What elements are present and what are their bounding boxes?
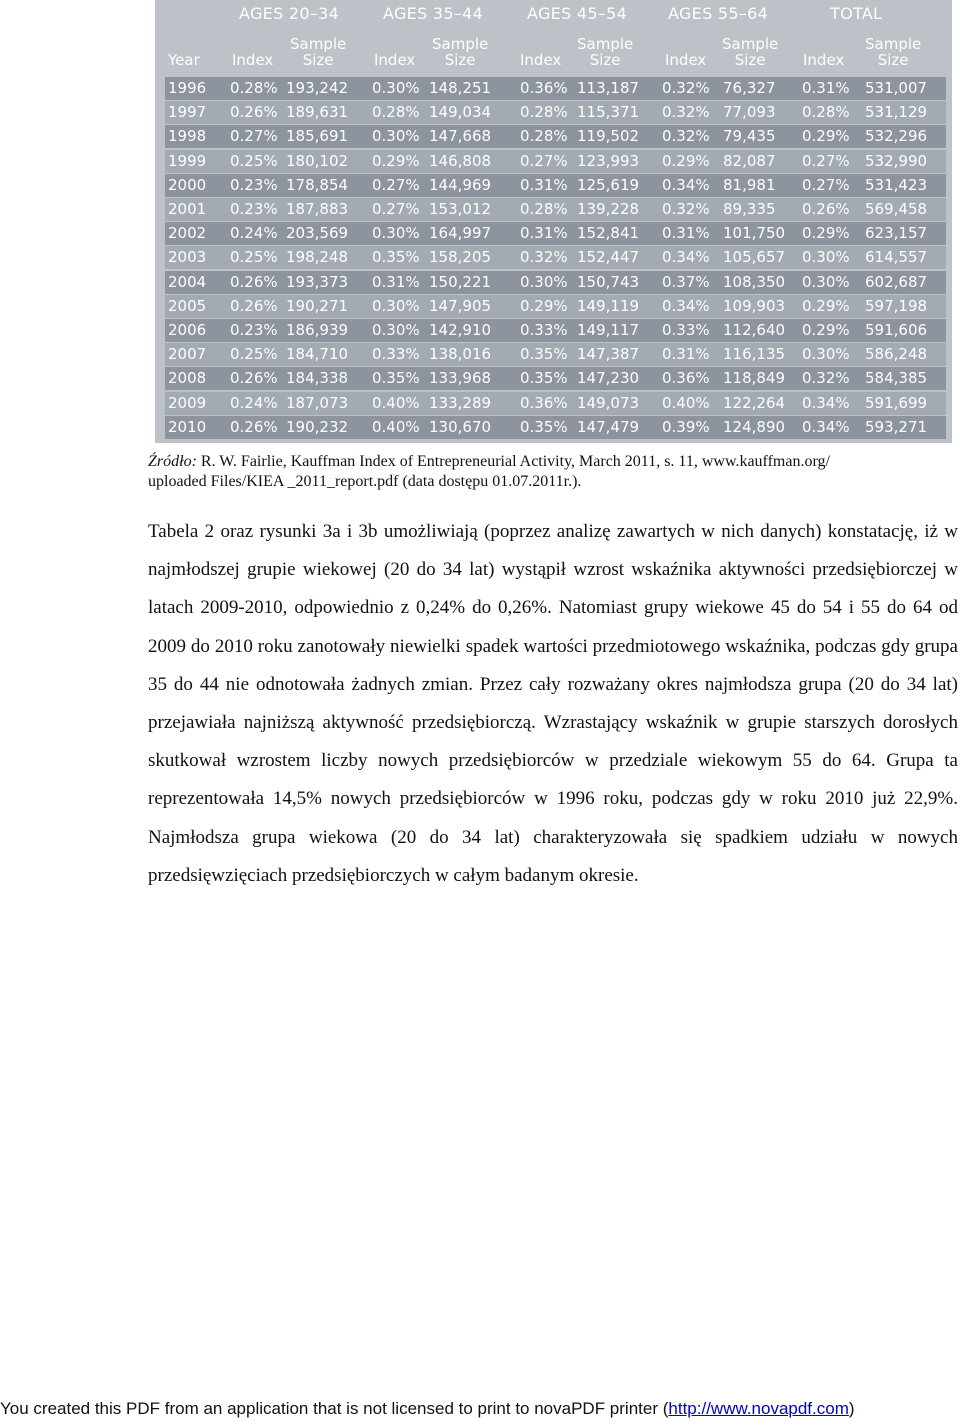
sample-size-cell: 147,230 <box>577 369 640 388</box>
sample-size-cell: 76,327 <box>723 79 776 97</box>
sample-size-cell: 149,034 <box>429 103 492 122</box>
year-cell: 2010 <box>168 417 207 436</box>
index-cell: 0.23% <box>230 321 278 339</box>
sample-size-cell: 147,905 <box>429 296 492 315</box>
index-cell: 0.29% <box>520 296 568 315</box>
sample-size-cell: 149,073 <box>577 393 640 412</box>
index-cell: 0.26% <box>230 296 278 315</box>
table-row <box>165 367 946 390</box>
table-row <box>165 198 946 221</box>
sample-size-cell: 123,993 <box>577 151 640 170</box>
index-cell: 0.25% <box>230 345 278 364</box>
sample-size-cell: 77,093 <box>723 103 776 122</box>
sample-size-cell: 144,969 <box>429 175 492 194</box>
footer-notice <box>0 1399 960 1419</box>
index-cell: 0.32% <box>802 369 850 388</box>
group-header: AGES 35–44 <box>383 4 484 23</box>
index-cell: 0.28% <box>520 200 568 218</box>
table-row <box>165 416 946 439</box>
index-cell: 0.32% <box>662 127 710 146</box>
index-cell: 0.25% <box>230 248 278 267</box>
index-cell: 0.28% <box>520 127 568 146</box>
sample-size-cell: 152,841 <box>577 224 640 243</box>
table-row <box>165 343 946 366</box>
index-cell: 0.30% <box>372 296 420 315</box>
index-cell: 0.29% <box>662 151 710 170</box>
sample-size-cell: 150,221 <box>429 272 492 291</box>
sample-size-cell: 178,854 <box>286 175 349 194</box>
sample-size-cell: 193,242 <box>286 79 349 97</box>
sample-size-cell: 89,335 <box>723 200 776 218</box>
sample-size-cell: 158,205 <box>429 248 492 267</box>
index-cell: 0.27% <box>230 127 278 146</box>
sample-size-cell: 105,657 <box>723 248 786 267</box>
year-cell: 1998 <box>168 127 207 146</box>
sample-size-cell: 150,743 <box>577 272 640 291</box>
year-cell: 2008 <box>168 369 207 388</box>
year-header: Year <box>168 51 200 69</box>
group-header: AGES 55–64 <box>668 4 769 23</box>
year-cell: 2005 <box>168 296 207 315</box>
sample-size-cell: 148,251 <box>429 79 492 97</box>
index-cell: 0.40% <box>372 393 420 412</box>
sample-size-cell: 142,910 <box>429 321 492 339</box>
year-cell: 2004 <box>168 272 207 291</box>
sample-size-cell: 112,640 <box>723 321 786 339</box>
footer-text: You created this PDF from an application that is not licensed to print to novaPDF printer ( <box>0 1399 669 1418</box>
sample-size-cell: 139,228 <box>577 200 640 218</box>
index-cell: 0.30% <box>372 321 420 339</box>
sample-size-cell: 189,631 <box>286 103 349 122</box>
sample-size-cell: 79,435 <box>723 127 776 146</box>
year-cell: 2003 <box>168 248 207 267</box>
sample-size-cell: 149,117 <box>577 321 640 339</box>
year-cell: 1997 <box>168 103 207 122</box>
sample-size-cell: 584,385 <box>865 369 928 388</box>
sample-size-cell: 591,606 <box>865 321 928 339</box>
sample-size-cell: 149,119 <box>577 296 640 315</box>
index-cell: 0.32% <box>520 248 568 267</box>
sample-size-cell: 203,569 <box>286 224 349 243</box>
index-cell: 0.25% <box>230 151 278 170</box>
sample-size-cell: 147,668 <box>429 127 492 146</box>
group-header: AGES 20–34 <box>239 4 340 23</box>
index-cell: 0.26% <box>230 103 278 122</box>
sample-size-cell: 531,423 <box>865 175 928 194</box>
index-cell: 0.29% <box>802 224 850 243</box>
index-cell: 0.35% <box>372 248 420 267</box>
year-cell: 2006 <box>168 321 207 339</box>
year-cell: 1999 <box>168 151 207 170</box>
sample-size-cell: 532,296 <box>865 127 928 146</box>
index-cell: 0.27% <box>802 151 850 170</box>
index-cell: 0.32% <box>662 200 710 218</box>
sample-size-cell: 187,073 <box>286 393 349 412</box>
index-cell: 0.34% <box>662 248 710 267</box>
table-row <box>165 101 946 124</box>
source-citation <box>148 452 960 492</box>
index-cell: 0.29% <box>802 321 850 339</box>
year-cell: 2002 <box>168 224 207 243</box>
index-cell: 0.28% <box>372 103 420 122</box>
index-cell: 0.29% <box>802 296 850 315</box>
sample-size-cell: 147,387 <box>577 345 640 364</box>
index-header: Index <box>520 51 562 69</box>
index-cell: 0.28% <box>520 103 568 122</box>
index-cell: 0.34% <box>802 393 850 412</box>
index-cell: 0.40% <box>662 393 710 412</box>
index-header: Index <box>374 51 416 69</box>
sample-size-cell: 152,447 <box>577 248 640 267</box>
index-header: Index <box>665 51 707 69</box>
year-cell: 1996 <box>168 79 207 97</box>
sample-size-cell: 138,016 <box>429 345 492 364</box>
index-cell: 0.34% <box>662 175 710 194</box>
index-cell: 0.32% <box>662 79 710 97</box>
footer-link[interactable]: http://www.novapdf.com <box>668 1399 849 1418</box>
group-header: AGES 45–54 <box>527 4 628 23</box>
sample-size-cell: 591,699 <box>865 393 928 412</box>
index-cell: 0.40% <box>372 417 420 436</box>
sample-size-cell: 101,750 <box>723 224 786 243</box>
data-table <box>155 0 952 443</box>
table-row <box>165 319 946 342</box>
table-row <box>165 295 946 318</box>
table-row <box>165 271 946 294</box>
index-cell: 0.36% <box>520 393 568 412</box>
sample-size-header: Sample Size <box>577 35 634 69</box>
sample-size-cell: 531,129 <box>865 103 928 122</box>
sample-size-cell: 115,371 <box>577 103 640 122</box>
sample-size-header: Sample Size <box>432 35 489 69</box>
sample-size-cell: 614,557 <box>865 248 928 267</box>
index-cell: 0.33% <box>662 321 710 339</box>
sample-size-cell: 532,990 <box>865 151 928 170</box>
sample-size-cell: 116,135 <box>723 345 786 364</box>
sample-size-cell: 185,691 <box>286 127 349 146</box>
index-cell: 0.26% <box>230 417 278 436</box>
sample-size-cell: 193,373 <box>286 272 349 291</box>
sample-size-cell: 125,619 <box>577 175 640 194</box>
sample-size-cell: 187,883 <box>286 200 349 218</box>
table-row <box>165 222 946 245</box>
index-cell: 0.30% <box>802 248 850 267</box>
index-cell: 0.30% <box>802 345 850 364</box>
index-cell: 0.28% <box>802 103 850 122</box>
source-label: Źródło: <box>148 453 197 470</box>
sample-size-cell: 82,087 <box>723 151 776 170</box>
index-cell: 0.30% <box>372 224 420 243</box>
index-cell: 0.27% <box>520 151 568 170</box>
sample-size-cell: 130,670 <box>429 417 492 436</box>
sample-size-cell: 133,968 <box>429 369 492 388</box>
sample-size-cell: 623,157 <box>865 224 928 243</box>
index-cell: 0.31% <box>662 224 710 243</box>
index-cell: 0.31% <box>520 175 568 194</box>
sample-size-cell: 597,198 <box>865 296 928 315</box>
index-cell: 0.35% <box>372 369 420 388</box>
index-cell: 0.27% <box>372 175 420 194</box>
sample-size-header: Sample Size <box>722 35 779 69</box>
index-cell: 0.23% <box>230 175 278 194</box>
year-cell: 2000 <box>168 175 207 194</box>
body-paragraph: Tabela 2 oraz rysunki 3a i 3b umożliwiają (poprzez analizę zawartych w nich danych) konstatację, iż w najmłodszej grupie wiekowej (20 do 34 lat) wystąpił wzrost wskaźnika aktywności przedsiębiorczej w latach 2009-2010, odpowiednio z 0,24% do 0,26%. Natomiast grupy wiekowe 45 do 54 i 55 do 64 od 2009 do 2010 roku zanotowały niewielki spadek wartości przedmiotowego wskaźnika, podczas gdy grupa 35 do 44 nie odnotowała żadnych zmian. Przez cały rozważany okres najmłodsza grupa (20 do 34 lat) przejawiała najniższą aktywność przedsiębiorczą. Wzrastający wskaźnik w grupie starszych dorosłych skutkował wzrostem liczby nowych przedsiębiorców w przedziale wiekowym 55 do 64. Grupa ta reprezentowała 14,5% nowych przedsiębiorców w 1996 roku, podczas gdy w roku 2010 już 22,9%. Najmłodsza grupa wiekowa (20 do 34 lat) charakteryzowała się spadkiem udziału w nowych przedsięwzięciach przedsiębiorczych w całym badanym okresie. <box>148 521 958 886</box>
index-cell: 0.29% <box>372 151 420 170</box>
sample-size-cell: 153,012 <box>429 200 492 218</box>
index-cell: 0.33% <box>520 321 568 339</box>
sample-size-cell: 119,502 <box>577 127 640 146</box>
index-cell: 0.36% <box>662 369 710 388</box>
index-cell: 0.34% <box>802 417 850 436</box>
index-header: Index <box>232 51 274 69</box>
sample-size-header: Sample Size <box>290 35 347 69</box>
table-row <box>165 174 946 197</box>
sample-size-cell: 186,939 <box>286 321 349 339</box>
index-cell: 0.24% <box>230 393 278 412</box>
index-cell: 0.28% <box>230 79 278 97</box>
index-cell: 0.23% <box>230 200 278 218</box>
index-header: Index <box>803 51 845 69</box>
sample-size-cell: 164,997 <box>429 224 492 243</box>
index-cell: 0.34% <box>662 296 710 315</box>
sample-size-cell: 198,248 <box>286 248 349 267</box>
table-row <box>165 77 946 100</box>
index-cell: 0.27% <box>372 200 420 218</box>
sample-size-cell: 146,808 <box>429 151 492 170</box>
index-cell: 0.36% <box>520 79 568 97</box>
sample-size-cell: 122,264 <box>723 393 786 412</box>
sample-size-cell: 147,479 <box>577 417 640 436</box>
index-cell: 0.31% <box>372 272 420 291</box>
index-cell: 0.26% <box>802 200 850 218</box>
index-cell: 0.26% <box>230 369 278 388</box>
index-cell: 0.35% <box>520 369 568 388</box>
sample-size-cell: 602,687 <box>865 272 928 291</box>
index-cell: 0.29% <box>802 127 850 146</box>
index-cell: 0.33% <box>372 345 420 364</box>
table-row <box>165 246 946 269</box>
sample-size-cell: 133,289 <box>429 393 492 412</box>
sample-size-cell: 531,007 <box>865 79 928 97</box>
sample-size-cell: 81,981 <box>723 175 776 194</box>
index-cell: 0.27% <box>802 175 850 194</box>
sample-size-header: Sample Size <box>865 35 922 69</box>
index-cell: 0.30% <box>802 272 850 291</box>
year-cell: 2001 <box>168 200 207 218</box>
group-header: TOTAL <box>830 4 883 23</box>
index-cell: 0.35% <box>520 417 568 436</box>
index-cell: 0.30% <box>372 127 420 146</box>
index-cell: 0.30% <box>520 272 568 291</box>
index-cell: 0.39% <box>662 417 710 436</box>
index-cell: 0.31% <box>662 345 710 364</box>
index-cell: 0.31% <box>802 79 850 97</box>
sample-size-cell: 124,890 <box>723 417 786 436</box>
index-cell: 0.30% <box>372 79 420 97</box>
sample-size-cell: 108,350 <box>723 272 786 291</box>
table-row <box>165 392 946 415</box>
index-cell: 0.26% <box>230 272 278 291</box>
sample-size-cell: 569,458 <box>865 200 928 218</box>
source-line-2: uploaded Files/KIEA _2011_report.pdf (data dostępu 01.07.2011r.). <box>148 473 582 490</box>
source-line-1: R. W. Fairlie, Kauffman Index of Entrepreneurial Activity, March 2011, s. 11, www.kauffman.org/ <box>196 453 830 470</box>
sample-size-cell: 184,710 <box>286 345 349 364</box>
index-cell: 0.37% <box>662 272 710 291</box>
table-row <box>165 125 946 148</box>
sample-size-cell: 190,271 <box>286 296 349 315</box>
year-cell: 2009 <box>168 393 207 412</box>
sample-size-cell: 190,232 <box>286 417 349 436</box>
index-cell: 0.24% <box>230 224 278 243</box>
footer-close: ) <box>848 1399 855 1418</box>
sample-size-cell: 586,248 <box>865 345 928 364</box>
index-cell: 0.35% <box>520 345 568 364</box>
sample-size-cell: 118,849 <box>723 369 786 388</box>
year-cell: 2007 <box>168 345 207 364</box>
sample-size-cell: 184,338 <box>286 369 349 388</box>
sample-size-cell: 593,271 <box>865 417 928 436</box>
index-cell: 0.32% <box>662 103 710 122</box>
sample-size-cell: 113,187 <box>577 79 640 97</box>
table-row <box>165 150 946 173</box>
index-cell: 0.31% <box>520 224 568 243</box>
sample-size-cell: 109,903 <box>723 296 786 315</box>
sample-size-cell: 180,102 <box>286 151 349 170</box>
